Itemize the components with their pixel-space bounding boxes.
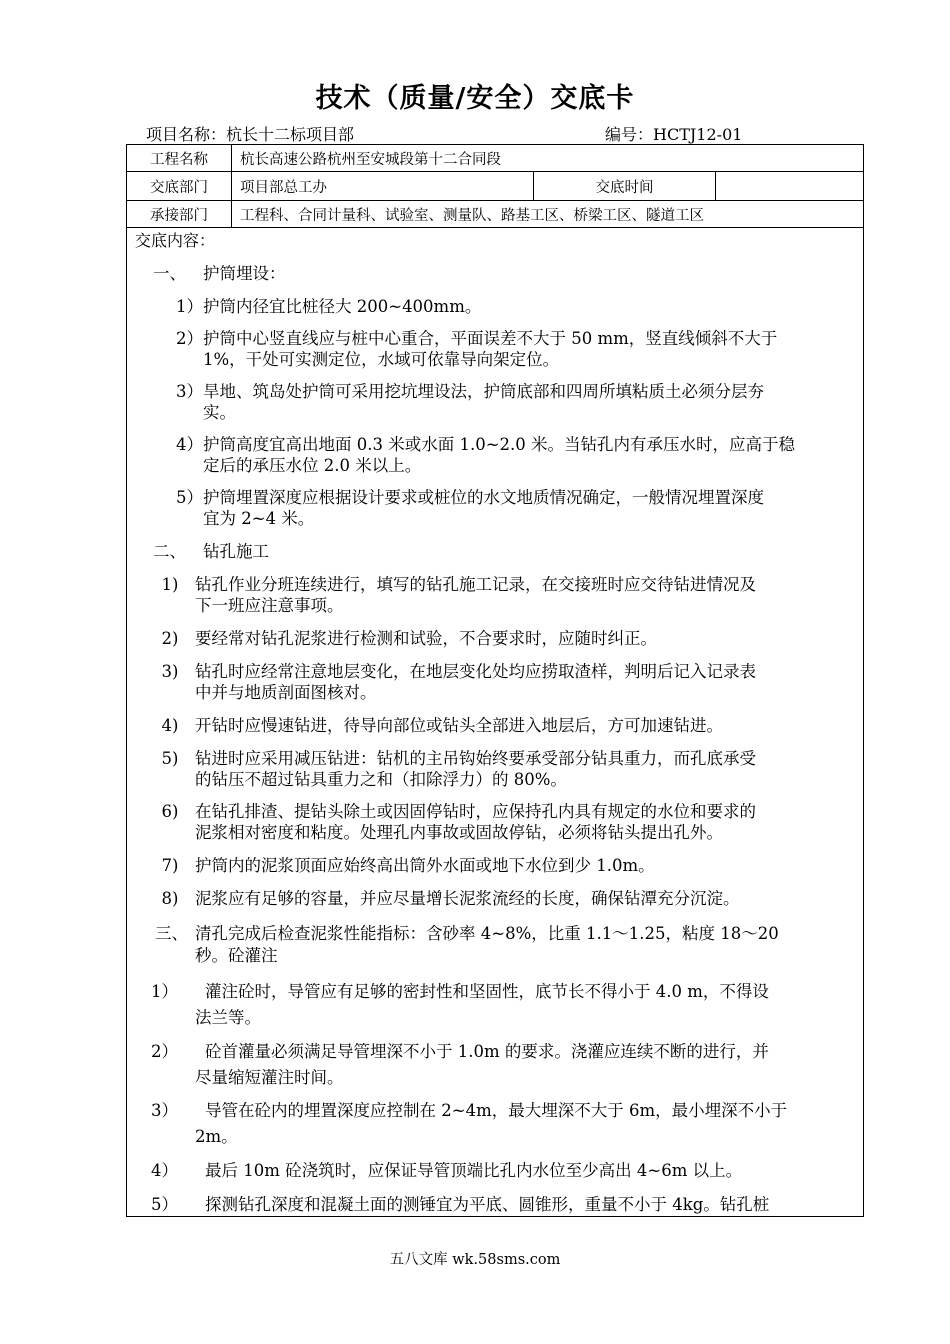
item-number: 8) — [161, 889, 179, 908]
row-receiver — [127, 201, 863, 228]
project-name-label-cell: 工程名称 — [150, 151, 208, 168]
item-number: 2) — [161, 629, 179, 648]
item-text: 导管在砼内的埋置深度应控制在 2~4m，最大埋深不大于 6m，最小埋深不小于 — [205, 1101, 788, 1120]
item-number: 3） — [151, 1101, 178, 1120]
item-text: 护筒高度宜高出地面 0.3 米或水面 1.0~2.0 米。当钻孔内有承压水时，应高于稳 — [203, 435, 796, 454]
page-title: 技术（质量/安全）交底卡 — [315, 83, 635, 114]
item-text: 最后 10m 砼浇筑时，应保证导管顶端比孔内水位至少高出 4~6m 以上。 — [205, 1161, 743, 1180]
project-name — [146, 122, 354, 145]
item-text: 护筒内的泥浆顶面应始终高出筒外水面或地下水位到少 1.0m。 — [195, 856, 655, 875]
item-text-cont: 尽量缩短灌注时间。 — [195, 1068, 344, 1087]
document-code-value: HCTJ12-01 — [653, 125, 743, 144]
document-code-label: 编号： — [605, 125, 654, 144]
item-number: 3） — [176, 382, 203, 401]
dept-value-cell: 项目部总工办 — [231, 172, 533, 200]
item-number: 4） — [151, 1161, 178, 1180]
item-number: 3) — [161, 662, 179, 681]
item-number: 5） — [151, 1195, 178, 1214]
item-text: 旱地、筑岛处护筒可采用挖坑埋设法，护筒底部和四周所填粘质土必须分层夯 — [203, 382, 764, 401]
item-text: 钻孔作业分班连续进行，填写的钻孔施工记录，在交接班时应交待钻进情况及 — [195, 575, 756, 594]
item-text: 护筒埋置深度应根据设计要求或桩位的水文地质情况确定，一般情况埋置深度 — [203, 488, 764, 507]
item-text-cont: 泥浆相对密度和粘度。处理孔内事故或固故停钻，必须将钻头提出孔外。 — [195, 823, 723, 842]
item-number: 5） — [176, 488, 203, 507]
item-text: 泥浆应有足够的容量，并应尽量增长泥浆流经的长度，确保钻潭充分沉淀。 — [195, 889, 740, 908]
item-text: 要经常对钻孔泥浆进行检测和试验，不合要求时，应随时纠正。 — [195, 629, 657, 648]
item-text-cont: 中并与地质剖面图核对。 — [195, 683, 377, 702]
receiver-label-cell: 承接部门 — [150, 207, 208, 224]
item-text: 钻孔时应经常注意地层变化，在地层变化处均应捞取渣样，判明后记入记录表 — [195, 662, 756, 681]
item-text: 在钻孔排渣、提钻头除土或因固停钻时，应保持孔内具有规定的水位和要求的 — [195, 802, 756, 821]
item-text-cont: 下一班应注意事项。 — [195, 596, 344, 615]
section-1-number: 一、 — [153, 264, 186, 283]
item-text: 探测钻孔深度和混凝土面的测锤宜为平底、圆锥形，重量不小于 4kg。钻孔桩 — [205, 1195, 770, 1214]
item-number: 4) — [161, 716, 179, 735]
item-number: 6) — [161, 802, 179, 821]
item-text-cont: 法兰等。 — [195, 1008, 261, 1027]
section-2-title: 钻孔施工 — [203, 542, 269, 561]
item-number: 5) — [161, 749, 179, 768]
item-text-cont: 1%，干处可实测定位，水域可依靠导向架定位。 — [203, 350, 560, 369]
time-value-cell — [715, 172, 863, 200]
section-3-text: 清孔完成后检查泥浆性能指标：含砂率 4~8%，比重 1.1～1.25，粘度 18～20 — [195, 924, 779, 943]
section-2-number: 二、 — [153, 542, 186, 561]
item-text: 开钻时应慢速钻进，待导向部位或钻头全部进入地层后，方可加速钻进。 — [195, 716, 723, 735]
row-department — [127, 172, 863, 201]
item-text: 护筒中心竖直线应与桩中心重合，平面误差不大于 50 mm，竖直线倾斜不大于 — [203, 329, 778, 348]
item-number: 2） — [176, 329, 203, 348]
item-number: 4） — [176, 435, 203, 454]
item-number: 2） — [151, 1042, 178, 1061]
section-3-number: 三、 — [155, 924, 188, 943]
item-text-cont: 的钻压不超过钻具重力之和（扣除浮力）的 80%。 — [195, 770, 567, 789]
dept-label-cell: 交底部门 — [150, 179, 208, 196]
item-text-cont: 宜为 2~4 米。 — [203, 509, 315, 528]
content-label: 交底内容： — [135, 231, 216, 250]
item-text: 钻进时应采用减压钻进：钻机的主吊钩始终要承受部分钻具重力，而孔底承受 — [195, 749, 756, 768]
row-project-name — [127, 145, 863, 172]
footer-watermark: 五八文库 wk.58sms.com — [389, 1252, 561, 1268]
item-text-cont: 定后的承压水位 2.0 米以上。 — [203, 456, 422, 475]
project-name-label: 项目名称： — [146, 125, 227, 144]
item-text-cont: 2m。 — [195, 1127, 238, 1146]
item-number: 1) — [161, 575, 179, 594]
project-name-value: 杭长十二标项目部 — [226, 125, 355, 144]
project-name-value-cell: 杭长高速公路杭州至安城段第十二合同段 — [231, 145, 863, 171]
item-number: 1） — [176, 297, 203, 316]
document-code — [605, 122, 742, 145]
item-text: 护筒内径宜比桩径大 200~400mm。 — [203, 297, 482, 316]
item-text-cont: 实。 — [203, 403, 236, 422]
item-text: 砼首灌量必须满足导管埋深不小于 1.0m 的要求。浇灌应连续不断的进行，并 — [205, 1042, 769, 1061]
section-3-text-cont: 秒。砼灌注 — [195, 946, 278, 965]
receiver-value-cell: 工程科、合同计量科、试验室、测量队、路基工区、桥梁工区、隧道工区 — [231, 201, 863, 227]
item-number: 1） — [151, 982, 178, 1001]
item-text: 灌注砼时，导管应有足够的密封性和坚固性，底节长不得小于 4.0 m，不得设 — [205, 982, 769, 1001]
section-1-title: 护筒埋设： — [203, 264, 286, 283]
time-label-cell: 交底时间 — [533, 172, 715, 200]
item-number: 7) — [161, 856, 179, 875]
disclosure-table — [126, 144, 864, 1217]
